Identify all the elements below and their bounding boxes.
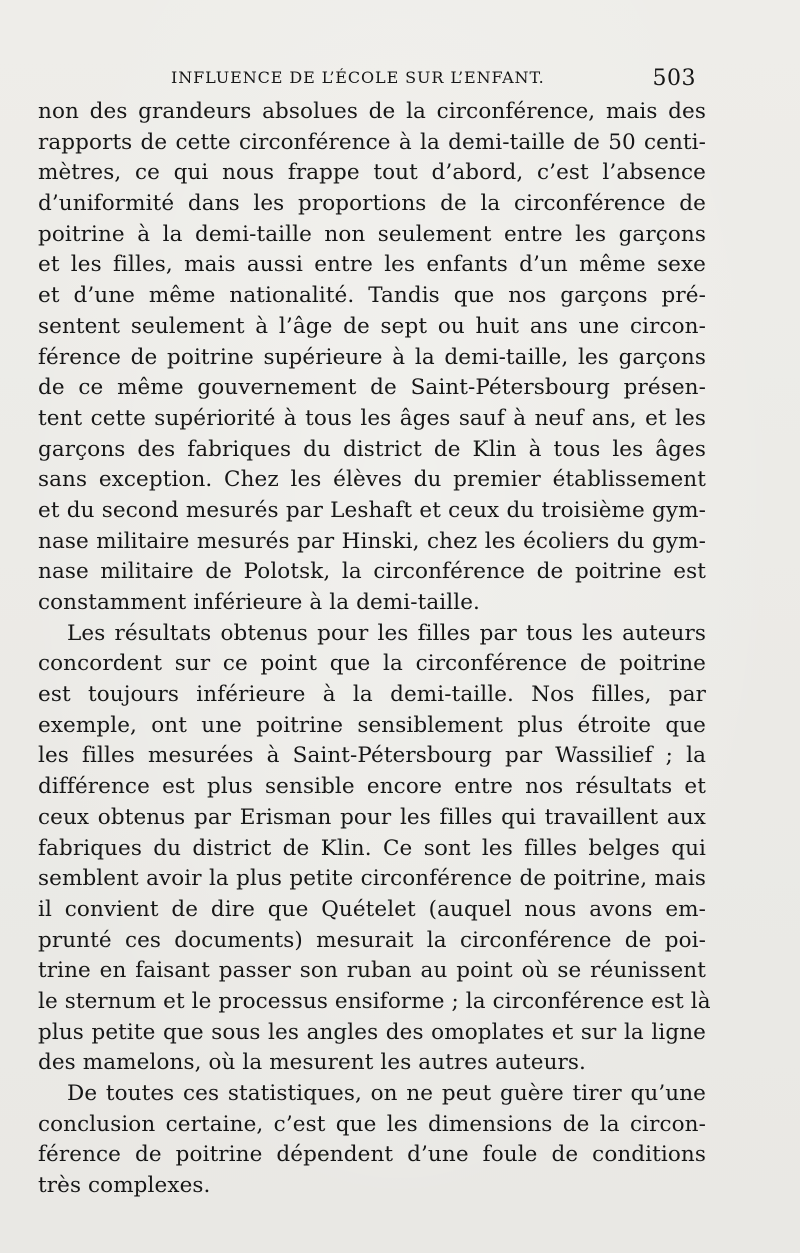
text-line: nase militaire de Polotsk, la circonférence de poitrine est bbox=[38, 559, 706, 585]
text-line: plus petite que sous les angles des omoplates et sur la ligne bbox=[38, 1019, 706, 1045]
text-line: fabriques du district de Klin. Ce sont les filles belges qui bbox=[38, 835, 706, 861]
text-line: d’uniformité dans les proportions de la circonférence de bbox=[38, 191, 706, 217]
page-number: 503 bbox=[652, 66, 696, 91]
text-line: et du second mesurés par Leshaft et ceux du troisième gym- bbox=[38, 497, 706, 523]
text-line: constamment inférieure à la demi-taille. bbox=[38, 590, 480, 615]
text-line: et les filles, mais aussi entre les enfants d’un même sexe bbox=[38, 252, 706, 278]
page-header bbox=[171, 66, 700, 92]
text-line: il convient de dire que Quételet (auquel nous avons em- bbox=[38, 896, 706, 922]
text-line: Les résultats obtenus pour les filles par tous les auteurs bbox=[67, 620, 706, 646]
text-line: est toujours inférieure à la demi-taille. Nos filles, par bbox=[38, 682, 706, 708]
text-line: sentent seulement à l’âge de sept ou huit ans une circon- bbox=[38, 313, 706, 339]
text-line: concordent sur ce point que la circonférence de poitrine bbox=[38, 651, 706, 677]
text-line: différence est plus sensible encore entre nos résultats et bbox=[38, 774, 706, 800]
text-line: les filles mesurées à Saint-Pétersbourg par Wassilief ; la bbox=[38, 743, 706, 769]
running-title: INFLUENCE DE L’ÉCOLE SUR L’ENFANT. bbox=[171, 68, 545, 87]
text-line: conclusion certaine, c’est que les dimensions de la circon- bbox=[38, 1111, 706, 1137]
text-line: le sternum et le processus ensiforme ; la circonférence est là bbox=[38, 988, 711, 1014]
text-line: férence de poitrine dépendent d’une foule de conditions bbox=[38, 1142, 706, 1168]
text-line: rapports de cette circonférence à la demi-taille de 50 centi- bbox=[38, 129, 706, 155]
text-line: et d’une même nationalité. Tandis que nos garçons pré- bbox=[38, 283, 706, 309]
text-line: tent cette supériorité à tous les âges sauf à neuf ans, et les bbox=[38, 405, 706, 431]
text-line: nase militaire mesurés par Hinski, chez les écoliers du gym- bbox=[38, 528, 706, 554]
text-line: garçons des fabriques du district de Klin à tous les âges bbox=[38, 436, 706, 462]
text-line: poitrine à la demi-taille non seulement entre les garçons bbox=[38, 221, 706, 247]
text-line: des mamelons, où la mesurent les autres auteurs. bbox=[38, 1050, 586, 1076]
text-line: non des grandeurs absolues de la circonférence, mais des bbox=[38, 99, 706, 124]
text-line: férence de poitrine supérieure à la demi-taille, les garçons bbox=[38, 344, 706, 370]
text-line: de ce même gouvernement de Saint-Pétersbourg présen- bbox=[38, 375, 706, 401]
text-line: exemple, ont une poitrine sensiblement plus étroite que bbox=[38, 712, 706, 738]
text-line: prunté ces documents) mesurait la circonférence de poi- bbox=[38, 927, 706, 953]
text-line: mètres, ce qui nous frappe tout d’abord, c’est l’absence bbox=[38, 160, 706, 186]
text-line: trine en faisant passer son ruban au point où se réunissent bbox=[38, 958, 706, 984]
text-line: très complexes. bbox=[38, 1173, 211, 1199]
text-line: sans exception. Chez les élèves du premier établissement bbox=[38, 467, 706, 493]
body-text bbox=[38, 97, 711, 1202]
text-line: ceux obtenus par Erisman pour les filles qui travaillent aux bbox=[38, 804, 706, 830]
text-line: semblent avoir la plus petite circonférence de poitrine, mais bbox=[38, 866, 706, 892]
text-line: De toutes ces statistiques, on ne peut guère tirer qu’une bbox=[67, 1081, 706, 1106]
